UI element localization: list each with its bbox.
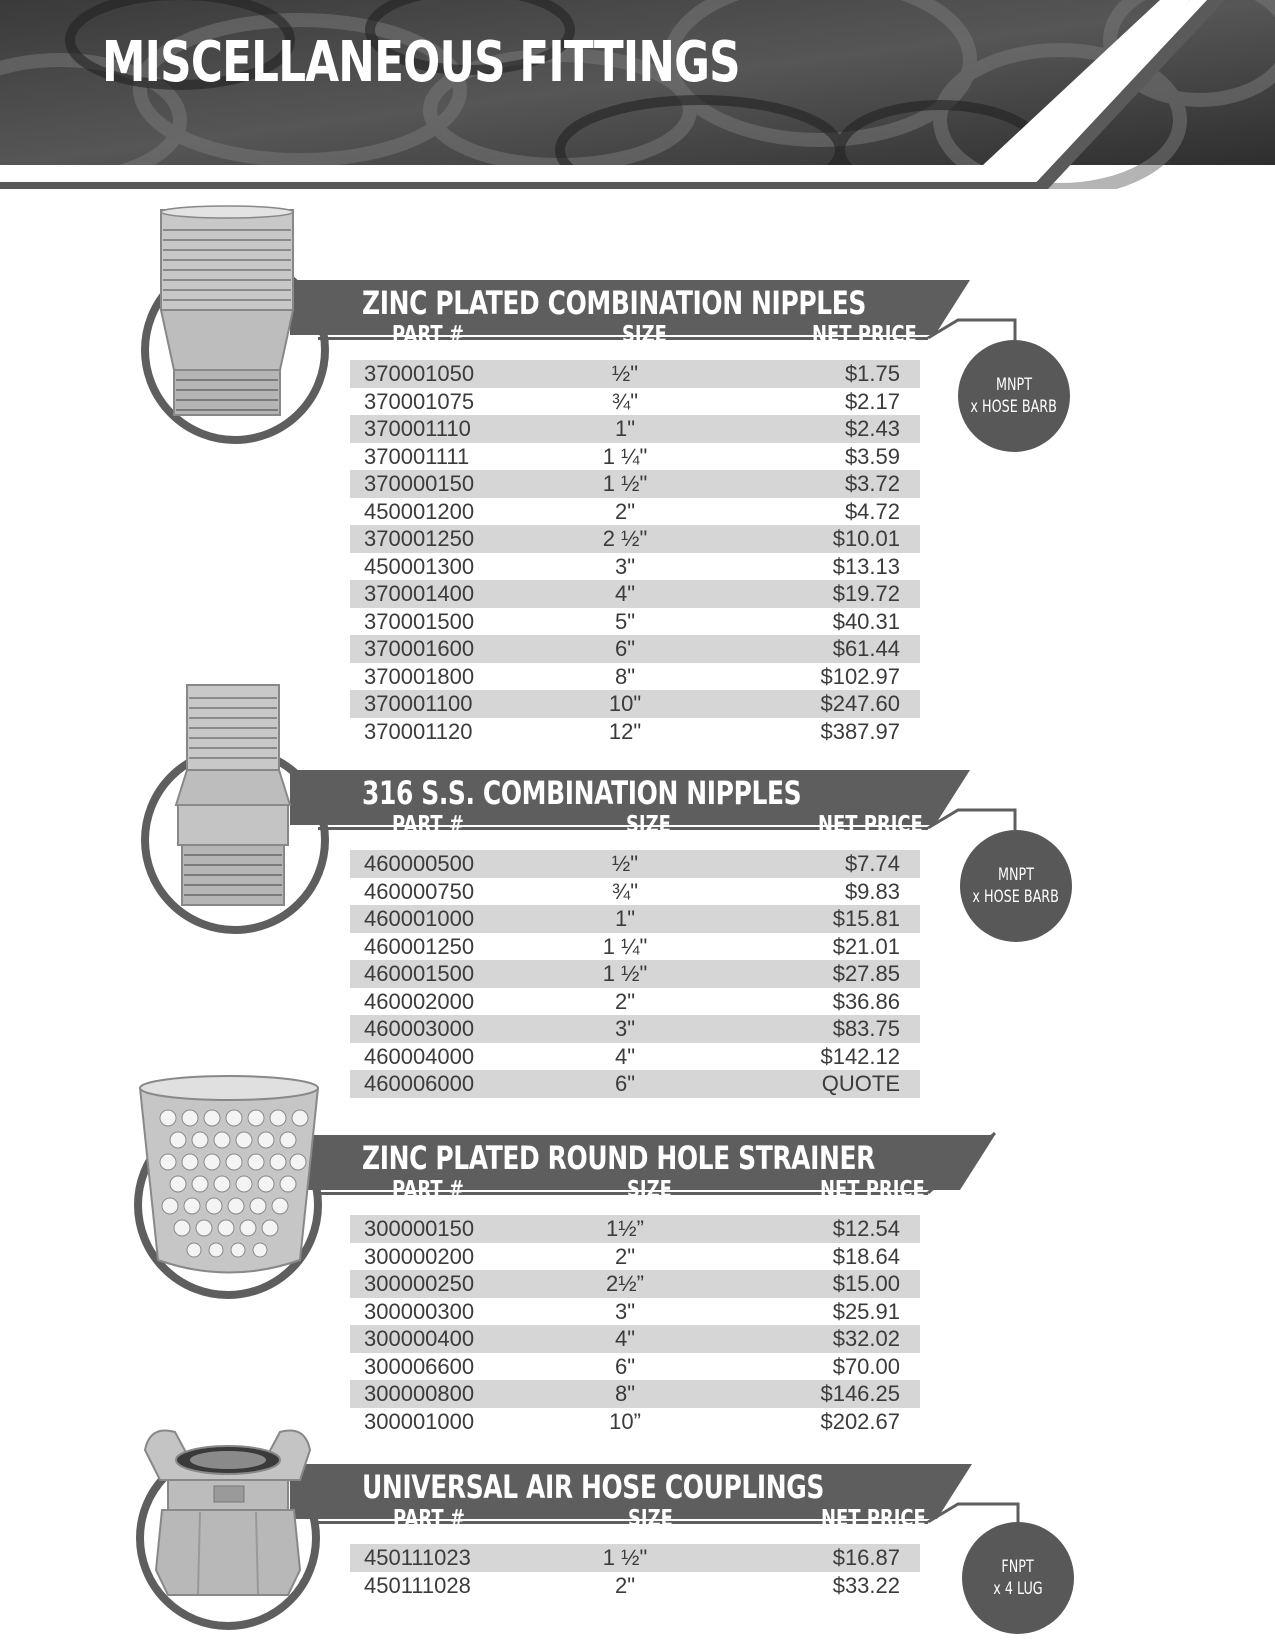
table-row [350,470,920,498]
size-value: 6" [614,636,636,661]
section-zinc-combination-nipples [0,200,1275,744]
size-value: 2½” [606,1271,644,1296]
net-price: $102.97 [820,663,900,689]
table-row [350,933,920,961]
table-row [350,580,920,608]
size-value: 6" [614,1071,636,1096]
section-title: ZINC PLATED COMBINATION NIPPLES [362,284,867,322]
net-price: $36.86 [832,988,900,1014]
net-price: $33.22 [832,1572,900,1598]
net-price: $1.75 [844,361,900,386]
net-price: $61.44 [832,636,900,661]
part-number: 450111028 [364,1572,471,1598]
size-value: 2" [614,1243,636,1269]
size-value: 2 ½" [602,526,648,551]
column-header-price: NET PRICE [818,812,923,838]
net-price: $32.02 [832,1326,900,1351]
net-price: $15.81 [832,906,900,931]
part-number: 450001300 [364,553,475,579]
net-price: $2.17 [844,388,900,414]
net-price: $142.12 [820,1043,900,1069]
table-row [350,388,920,416]
connection-type-badge [960,830,1072,942]
section-air-hose-couplings [0,1420,1275,1645]
badge-line: MNPT [997,865,1035,885]
part-number: 460001500 [364,961,475,986]
net-price: $3.72 [844,471,900,496]
net-price: $247.60 [820,691,900,716]
part-number: 370001400 [364,581,475,606]
part-number: 370001110 [364,416,471,441]
connection-type-badge [962,1522,1074,1634]
table-row [350,415,920,443]
net-price: $70.00 [832,1353,900,1379]
table-row [350,1243,920,1271]
net-price: $40.31 [832,608,900,634]
section-title: UNIVERSAL AIR HOSE COUPLINGS [362,1468,824,1506]
size-value: 2" [614,1572,636,1598]
badge-line: x HOSE BARB [970,397,1058,417]
section-title: ZINC PLATED ROUND HOLE STRAINER [362,1139,875,1177]
table-row [350,525,920,553]
net-price: $387.97 [820,718,900,744]
part-number: 370001800 [364,663,475,689]
section-ss-combination-nipples [0,680,1275,1100]
part-number: 300000250 [364,1271,475,1296]
section-round-hole-strainer [0,1070,1275,1434]
size-value: 6" [614,1353,636,1379]
size-value: 8" [614,663,636,689]
size-value: 1 ½" [602,1545,648,1570]
size-value: 10" [608,691,642,716]
connection-type-badge [958,340,1070,452]
part-number: 460000750 [364,878,475,904]
part-number: 370001600 [364,636,475,661]
part-number: 300001000 [364,1408,475,1434]
table-row [350,635,920,663]
column-header-price: NET PRICE [812,322,917,348]
table-row [350,608,920,636]
net-price: $16.87 [832,1545,900,1570]
part-number: 370000150 [364,471,475,496]
net-price: $15.00 [832,1271,900,1296]
net-price: $27.85 [832,961,900,986]
ss-combination-nipple-icon [176,685,290,905]
column-header-part: PART # [393,1506,465,1532]
table-row [350,850,920,878]
size-value: ¾" [611,388,639,414]
part-number: 300000200 [364,1243,475,1269]
size-value: 2" [614,988,636,1014]
size-value: 5" [614,608,636,634]
table-row [350,1380,920,1408]
net-price: $2.43 [844,416,900,441]
column-header-size: SIZE [627,1177,672,1203]
part-number: 300000800 [364,1381,475,1406]
size-value: 1" [614,416,636,441]
size-value: 1 ¼" [602,933,648,959]
size-value: ½" [611,851,639,876]
table-row [350,905,920,933]
part-number: 460003000 [364,1016,475,1041]
table-row [350,1353,920,1381]
section-banner-graphic [0,1420,1275,1645]
table-row [350,1015,920,1043]
size-value: 3" [614,1016,636,1041]
column-header-price: NET PRICE [821,1506,926,1532]
size-value: 1½” [606,1216,644,1241]
size-value: 1 ¼" [602,443,648,469]
size-value: 8" [614,1381,636,1406]
column-header-size: SIZE [628,1506,673,1532]
price-table [350,1215,920,1435]
page-title: MISCELLANEOUS FITTINGS [102,30,740,95]
table-row [350,1325,920,1353]
table-row [350,988,920,1016]
table-row [350,1298,920,1326]
part-number: 370001100 [364,691,473,716]
size-value: ½" [611,361,639,386]
price-table [350,1544,920,1599]
price-table [350,850,920,1098]
table-row [350,553,920,581]
part-number: 300000150 [364,1216,475,1241]
part-number: 370001050 [364,361,475,386]
column-header-part: PART # [392,1177,464,1203]
size-value: 10” [609,1408,641,1434]
net-price: $10.01 [832,526,900,551]
part-number: 370001500 [364,608,475,634]
air-hose-coupling-icon [145,1430,310,1595]
table-row [350,360,920,388]
table-row [350,443,920,471]
net-price: $13.13 [832,553,900,579]
net-price: $7.74 [844,851,900,876]
table-row [350,1215,920,1243]
size-value: 3" [614,553,636,579]
table-row [350,1544,920,1572]
net-price: $83.75 [832,1016,900,1041]
part-number: 460000500 [364,851,475,876]
net-price: $9.83 [844,878,900,904]
net-price: $12.54 [832,1216,900,1241]
badge-line: x HOSE BARB [972,887,1060,907]
part-number: 460001250 [364,933,475,959]
net-price: $25.91 [832,1298,900,1324]
column-header-size: SIZE [626,812,671,838]
size-value: 4" [614,1326,636,1351]
part-number: 370001250 [364,526,475,551]
part-number: 300000300 [364,1298,475,1324]
size-value: 1" [614,906,636,931]
part-number: 450001200 [364,498,475,524]
page-header [0,0,1275,195]
net-price: $4.72 [844,498,900,524]
net-price: QUOTE [821,1071,900,1096]
column-header-part: PART # [392,322,464,348]
part-number: 300000400 [364,1326,475,1351]
net-price: $18.64 [832,1243,900,1269]
column-header-price: NET PRICE [820,1177,925,1203]
column-header-part: PART # [392,812,464,838]
part-number: 460002000 [364,988,475,1014]
part-number: 460004000 [364,1043,475,1069]
badge-line: MNPT [995,375,1033,395]
part-number: 300006600 [364,1353,475,1379]
table-row [350,1270,920,1298]
round-hole-strainer-icon [140,1076,318,1273]
part-number: 460001000 [364,906,475,931]
size-value: 1 ½" [602,961,648,986]
size-value: 12" [608,718,642,744]
table-row [350,1572,920,1600]
part-number: 450111023 [364,1545,471,1570]
table-row [350,960,920,988]
net-price: $21.01 [832,933,900,959]
part-number: 460006000 [364,1071,475,1096]
net-price: $146.25 [820,1381,900,1406]
part-number: 370001120 [364,718,473,744]
size-value: 4" [614,1043,636,1069]
net-price: $19.72 [832,581,900,606]
section-title: 316 S.S. COMBINATION NIPPLES [362,774,802,812]
part-number: 370001075 [364,388,475,414]
size-value: 2" [614,498,636,524]
size-value: 4" [614,581,636,606]
part-number: 370001111 [364,443,470,469]
combination-nipple-icon [161,206,293,415]
size-value: 1 ½" [602,471,648,496]
table-row [350,878,920,906]
size-value: ¾" [611,878,639,904]
net-price: $202.67 [820,1408,900,1434]
badge-line: FNPT [1001,1557,1035,1577]
table-row [350,498,920,526]
column-header-size: SIZE [622,322,667,348]
table-row [350,1043,920,1071]
size-value: 3" [614,1298,636,1324]
net-price: $3.59 [844,443,900,469]
badge-line: x 4 LUG [993,1579,1043,1599]
